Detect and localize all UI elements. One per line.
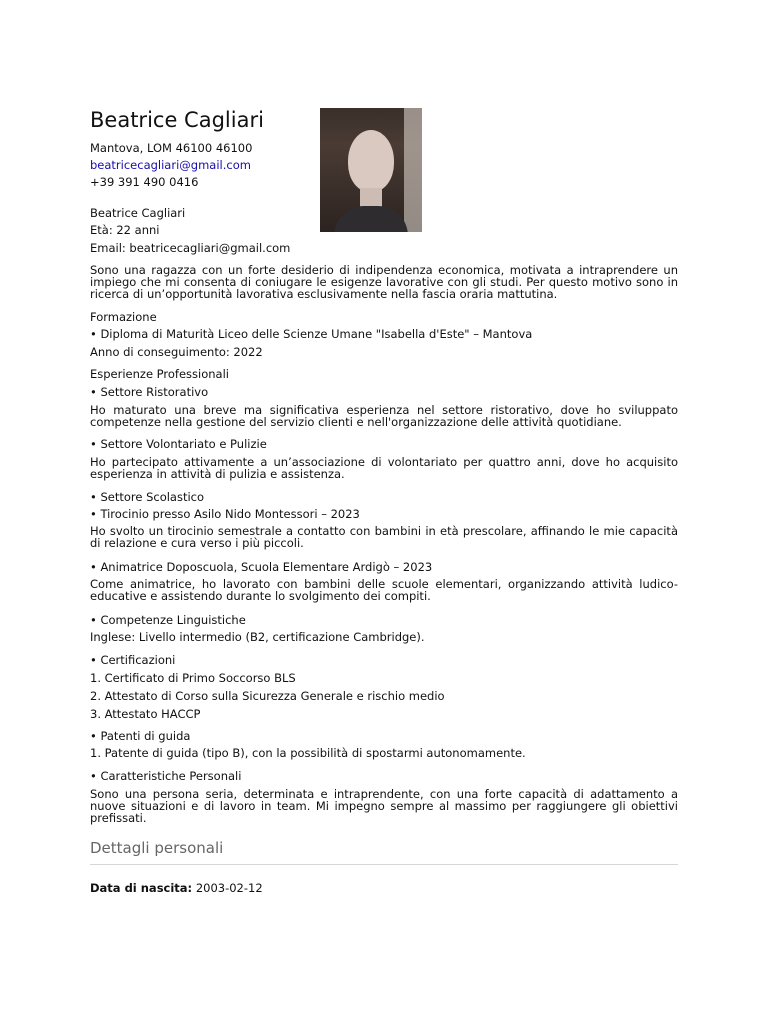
intro-email: Email: beatricecagliari@gmail.com [90,241,291,255]
section-divider [90,864,678,865]
date-of-birth [90,881,263,895]
education-year: Anno di conseguimento: 2022 [90,345,263,359]
languages-title: • Competenze Linguistiche [90,613,246,627]
personal-details-title: Dettagli personali [90,839,224,857]
certification-item: 2. Attestato di Corso sulla Sicurezza Generale e rischio medio [90,689,445,703]
traits-title: • Caratteristiche Personali [90,769,242,783]
languages-text: Inglese: Livello intermedio (B2, certificazione Cambridge). [90,630,425,644]
certification-item: 1. Certificato di Primo Soccorso BLS [90,671,296,685]
intro-name: Beatrice Cagliari [90,206,186,220]
license-title: • Patenti di guida [90,729,191,743]
certifications-title: • Certificazioni [90,653,176,667]
phone: +39 391 490 0416 [90,175,199,189]
education-item: • Diploma di Maturità Liceo delle Scienze Umane "Isabella d'Este" – Mantova [90,327,533,341]
ristorativo-text: Ho maturato una breve ma significativa esperienza nel settore ristorativo, dove ho sviluppato competenze nella gestione del servizio clienti e nell'organizzazione delle attività quotidiane. [90,403,678,429]
scolastico-title: • Settore Scolastico [90,490,205,504]
traits-text: Sono una persona seria, determinata e intraprendente, con una forte capacità di adattamento a nuove situazioni e di lavoro in team. Mi impegno sempre al massimo per raggiungere gli obiettivi prefissati. [90,787,678,825]
email-line [90,158,251,172]
volontariato-text: Ho partecipato attivamente a un’associazione di volontariato per quattro anni, dove ho acquisito esperienza in attività di pulizia e assistenza. [90,455,678,481]
education-title: Formazione [90,310,157,324]
license-text: 1. Patente di guida (tipo B), con la possibilità di spostarmi autonomamente. [90,746,526,760]
intro-age: Età: 22 anni [90,223,160,237]
summary: Sono una ragazza con un forte desiderio di indipendenza economica, motivata a intraprendere un impiego che mi consenta di coniugare le esigenze lavorative con gli studi. Per questo motivo sono in ricerca di un’opportunità lavorativa esclusivamente nella fascia oraria mattutina. [90,263,678,301]
animatrice-title: • Animatrice Doposcuola, Scuola Elementare Ardigò – 2023 [90,560,433,574]
animatrice-text: Come animatrice, ho lavorato con bambini delle scuole elementari, organizzando attività ludico-educative e assistendo durante lo svolgimento dei compiti. [90,577,678,603]
dob-label: Data di nascita: [90,881,193,895]
tirocinio-text: Ho svolto un tirocinio semestrale a contatto con bambini in età prescolare, affinando le mie capacità di relazione e cura verso i più piccoli. [90,524,678,550]
address: Mantova, LOM 46100 46100 [90,141,253,155]
experience-title: Esperienze Professionali [90,367,229,381]
volontariato-title: • Settore Volontariato e Pulizie [90,437,267,451]
candidate-name: Beatrice Cagliari [90,108,264,132]
email-link[interactable]: beatricecagliari@gmail.com [90,158,251,172]
certification-item: 3. Attestato HACCP [90,707,201,721]
profile-photo [320,108,422,232]
ristorativo-title: • Settore Ristorativo [90,385,209,399]
dob-value: 2003-02-12 [195,881,263,895]
tirocinio-title: • Tirocinio presso Asilo Nido Montessori – 2023 [90,507,360,521]
